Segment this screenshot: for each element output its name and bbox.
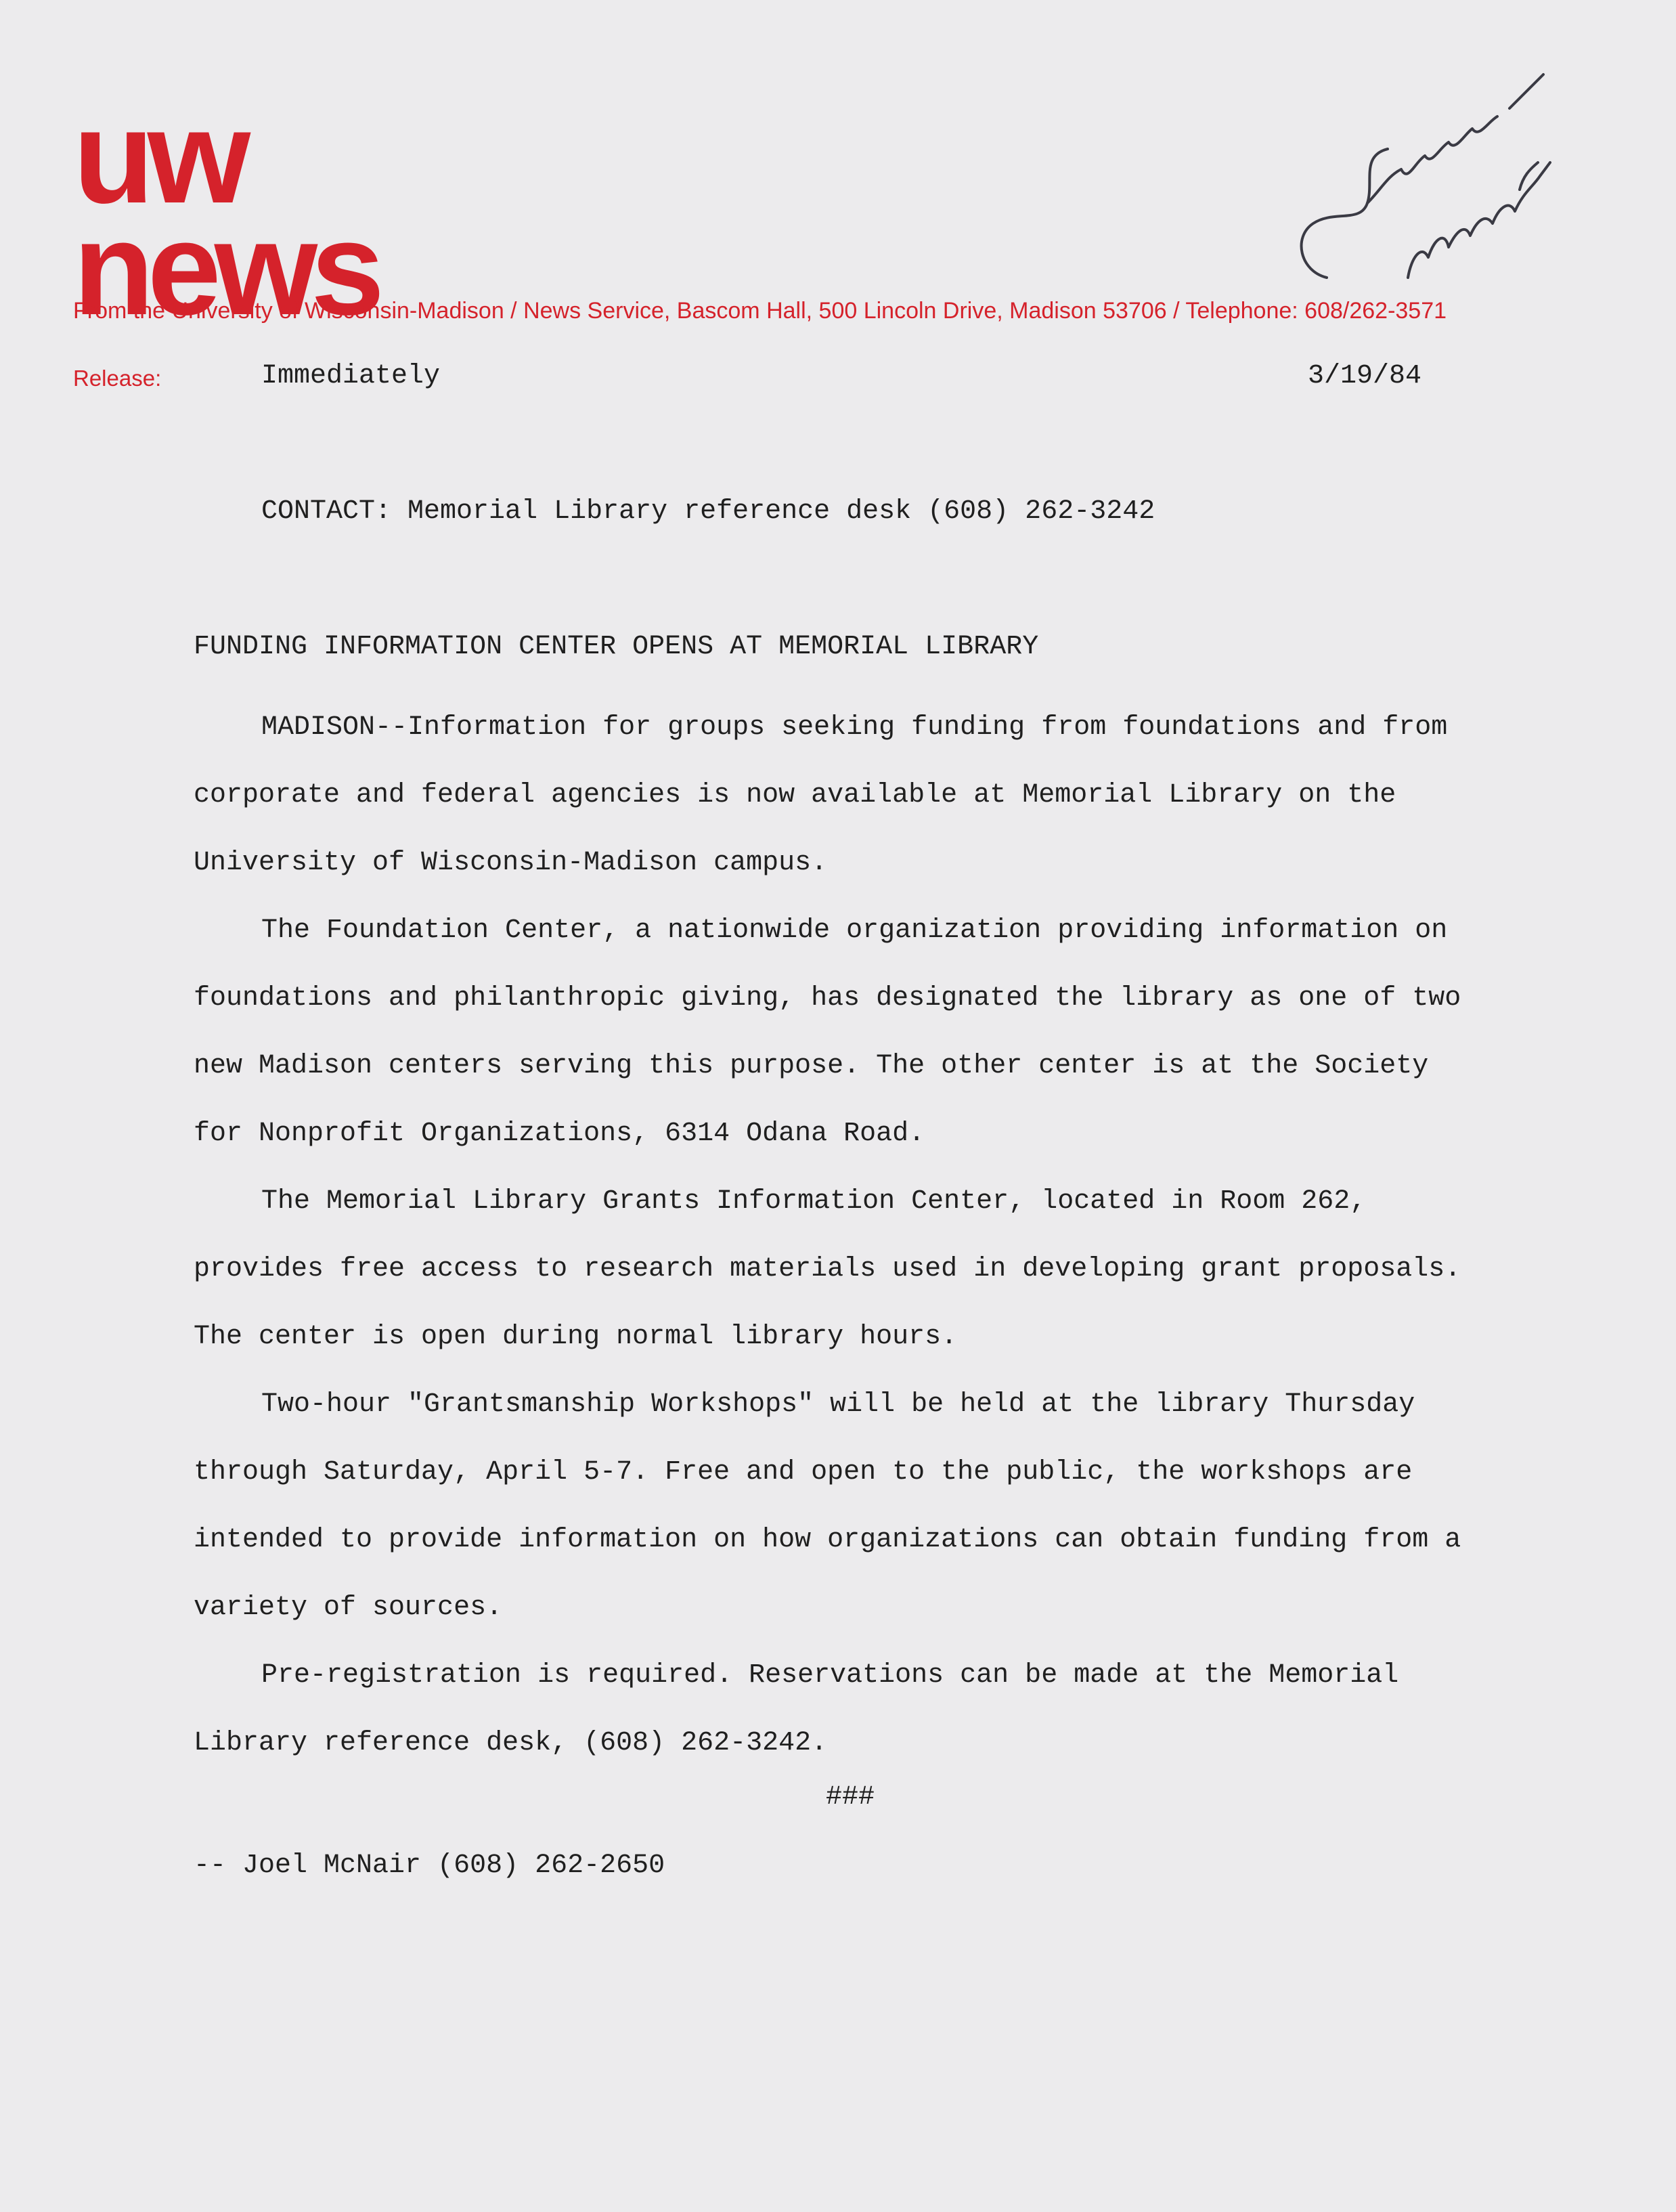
release-value: Immediately [261,361,441,391]
release-label: Release: [73,366,162,391]
paragraph: Pre-registration is required. Reservations can be made at the Memorial Library reference desk, (608) 262-3242. [194,1660,1399,1758]
paragraph: MADISON--Information for groups seeking funding from foundations and from corporate and federal agencies is now available at Memorial Library on the University of Wisconsin-Madison campus. [194,712,1448,878]
contact-line: CONTACT: Memorial Library reference desk (608) 262-3242 [261,496,1155,527]
paragraph: Two-hour "Grantsmanship Workshops" will be held at the library Thursday through Saturday, April 5-7. Free and open to the public, the workshops are intended to provide information on how organizations can obtain funding from a variety of sources. [194,1389,1461,1623]
article-body [194,694,1554,1777]
end-mark: ### [826,1782,875,1813]
handwritten-annotation [1286,54,1570,298]
paragraph: The Foundation Center, a nationwide organization providing information on foundations and philanthropic giving, has designated the library as one of two new Madison centers serving this purpose. The other center is at the Society for Nonprofit Organizations, 6314 Odana Road. [194,915,1461,1149]
logo-line-news: news [73,194,378,343]
headline: FUNDING INFORMATION CENTER OPENS AT MEMORIAL LIBRARY [194,632,1039,662]
uw-news-logo [73,83,378,343]
byline: -- Joel McNair (608) 262-2650 [194,1850,665,1881]
logo-line-uw: uw [73,83,244,231]
paragraph: The Memorial Library Grants Information Center, located in Room 262, provides free access to research materials used in developing grant proposals. The center is open during normal library hours. [194,1186,1461,1352]
masthead-address: From the University of Wisconsin-Madison / News Service, Bascom Hall, 500 Lincoln Drive, Madison 53706 / Telephone: 608/262-3571 [73,298,1447,324]
release-date: 3/19/84 [1308,361,1422,391]
